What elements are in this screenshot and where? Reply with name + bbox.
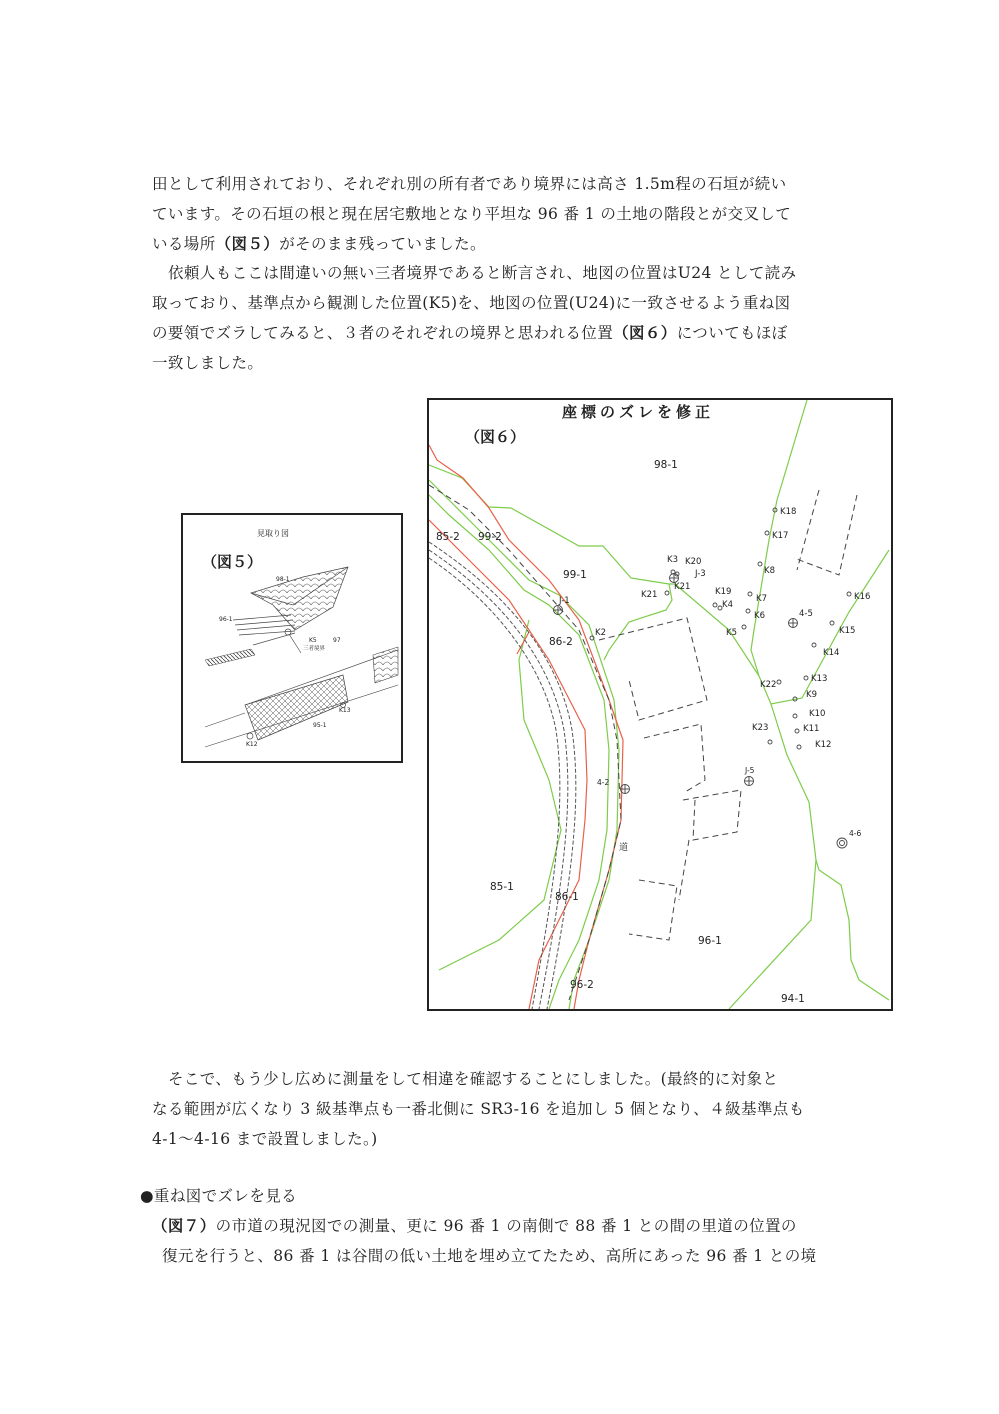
point-label: K12 bbox=[246, 741, 258, 748]
paragraph-3 bbox=[152, 1064, 862, 1154]
point-label: K21 bbox=[674, 582, 691, 592]
parcel-label: 85-1 bbox=[490, 881, 514, 893]
text-line bbox=[152, 229, 862, 259]
text-line: 4-1～4-16 まで設置しました。) bbox=[152, 1130, 378, 1148]
paragraph-4 bbox=[152, 1211, 862, 1271]
survey-point bbox=[847, 592, 851, 596]
point-label: K14 bbox=[823, 648, 840, 658]
paragraph-1 bbox=[152, 169, 862, 259]
figure-5-title: 見取り図 bbox=[257, 529, 289, 538]
boundary-lines bbox=[429, 400, 889, 1009]
text-line: 依頼人もここは間違いの無い三者境界であると断言され、地図の位置はU24 として読み bbox=[168, 264, 797, 282]
point-label: K4 bbox=[722, 600, 733, 610]
parcel-label: 85-2 bbox=[436, 531, 460, 543]
section-heading: ●重ね図でズレを見る bbox=[140, 1187, 298, 1205]
figure-5-drawing bbox=[183, 515, 401, 761]
point-label: K23 bbox=[752, 723, 769, 733]
point-label: K15 bbox=[839, 626, 856, 636]
text-line: ています。その石垣の根と現在居宅敷地となり平坦な 96 番 1 の土地の階段とが交叉して bbox=[152, 205, 792, 223]
road-label: 道 bbox=[619, 843, 629, 853]
parcel-label: 96-2 bbox=[570, 979, 594, 991]
paragraph-2 bbox=[152, 258, 862, 378]
survey-point bbox=[777, 680, 781, 684]
point-label: K20 bbox=[685, 557, 702, 567]
annotation-label: 三者境界 bbox=[303, 646, 326, 652]
benchmark-point bbox=[837, 838, 847, 848]
figure-5-sketch bbox=[181, 513, 403, 763]
point-label: K9 bbox=[806, 690, 817, 700]
point-label: K8 bbox=[764, 566, 775, 576]
point-label: K16 bbox=[854, 592, 871, 602]
text: いる場所 bbox=[152, 235, 216, 253]
text-line: 田として利用されており、それぞれ別の所有者であり境界には高さ 1.5m程の石垣が続い bbox=[152, 175, 787, 193]
point-label: K5 bbox=[309, 637, 317, 644]
point-label: K10 bbox=[809, 709, 826, 719]
stone-wall-right bbox=[373, 647, 398, 683]
figure-6-map bbox=[427, 398, 893, 1011]
point-label: K22 bbox=[760, 680, 777, 690]
figure-reference: （図７） bbox=[152, 1217, 216, 1235]
point-label: K7 bbox=[756, 594, 767, 604]
survey-point bbox=[830, 621, 834, 625]
text-line: そこで、もう少し広めに測量をして相違を確認することにしました。(最終的に対象と bbox=[168, 1070, 779, 1088]
survey-point bbox=[797, 745, 801, 749]
text-line bbox=[152, 318, 862, 348]
point-marker bbox=[247, 733, 253, 739]
text: の市道の現況図での測量、更に 96 番 1 の南側で 88 番 1 との間の里道の位置の bbox=[215, 1217, 797, 1235]
point-label: J-5 bbox=[745, 766, 755, 775]
survey-point bbox=[768, 740, 772, 744]
point-label: 4-5 bbox=[799, 609, 813, 619]
point-label: K13 bbox=[811, 674, 828, 684]
survey-point bbox=[804, 676, 808, 680]
text: の要領でズラしてみると、３者のそれぞれの境界と思われる位置 bbox=[152, 324, 614, 342]
text-line: なる範囲が広くなり 3 級基準点も一番北側に SR3-16 を追加し 5 個となり、４級基準点も bbox=[152, 1100, 805, 1118]
parcel-label: 86-1 bbox=[555, 891, 579, 903]
point-label: K5 bbox=[726, 628, 737, 638]
text-line: 一致しました。 bbox=[152, 354, 264, 372]
stone-wall-lower bbox=[245, 675, 348, 740]
point-label: 4-6 bbox=[849, 829, 862, 838]
survey-point bbox=[746, 609, 750, 613]
parcel-label: 96-1 bbox=[698, 935, 722, 947]
figure-5-label: （図５） bbox=[202, 553, 263, 571]
leader-line bbox=[289, 634, 301, 653]
point-label: K17 bbox=[772, 531, 789, 541]
text: についてもほぼ bbox=[676, 324, 788, 342]
figure-reference: （図６） bbox=[613, 324, 677, 342]
parcel-label: 97 bbox=[333, 637, 341, 644]
text: がそのまま残っていました。 bbox=[279, 235, 486, 253]
point-label: K13 bbox=[339, 707, 351, 714]
parcel-label: 98-1 bbox=[654, 459, 678, 471]
parcel-label: 95-1 bbox=[313, 722, 327, 729]
survey-point bbox=[742, 625, 746, 629]
parcel-label: 86-2 bbox=[549, 636, 573, 648]
parcel-label: 94-1 bbox=[781, 993, 805, 1005]
point-label: K3 bbox=[667, 555, 678, 565]
point-label: K18 bbox=[780, 507, 797, 517]
parcel-label: 98-1 bbox=[276, 576, 290, 583]
point-label: K11 bbox=[803, 724, 820, 734]
survey-point bbox=[765, 531, 769, 535]
point-label: K12 bbox=[815, 740, 832, 750]
text-line: 復元を行うと、86 番 1 は谷間の低い土地を埋め立てたため、高所にあった 96 番 1 との境 bbox=[162, 1247, 817, 1265]
point-label: J-3 bbox=[695, 569, 706, 579]
survey-point bbox=[665, 591, 669, 595]
point-label: K21 bbox=[641, 590, 658, 600]
survey-point bbox=[758, 562, 762, 566]
figure-6-label: （図６） bbox=[465, 428, 526, 446]
survey-point bbox=[812, 643, 816, 647]
survey-point bbox=[795, 729, 799, 733]
point-label: J-1 bbox=[559, 596, 570, 606]
text-line: 取っており、基準点から観測した位置(K5)を、地図の位置(U24)に一致させるよう重ね図 bbox=[152, 294, 791, 312]
building-outlines bbox=[429, 485, 857, 1000]
survey-point bbox=[748, 592, 752, 596]
figure-reference: （図５） bbox=[215, 235, 280, 253]
parcel-label: 99-1 bbox=[563, 569, 587, 581]
point-label: 4-2 bbox=[597, 778, 610, 787]
text-line bbox=[152, 1211, 862, 1241]
point-label: K19 bbox=[715, 587, 732, 597]
point-label: K2 bbox=[595, 628, 606, 638]
figure-6-title: 座標のズレを修正 bbox=[562, 403, 715, 421]
survey-point bbox=[713, 603, 717, 607]
parcel-label: 99-2 bbox=[478, 531, 502, 543]
hatched-area bbox=[205, 649, 255, 666]
benchmark-point-inner bbox=[840, 841, 845, 846]
stone-wall bbox=[251, 567, 348, 630]
point-label: K6 bbox=[754, 611, 765, 621]
figure-6-drawing bbox=[429, 400, 891, 1009]
survey-point bbox=[793, 714, 797, 718]
parcel-label: 96-1 bbox=[219, 616, 233, 623]
